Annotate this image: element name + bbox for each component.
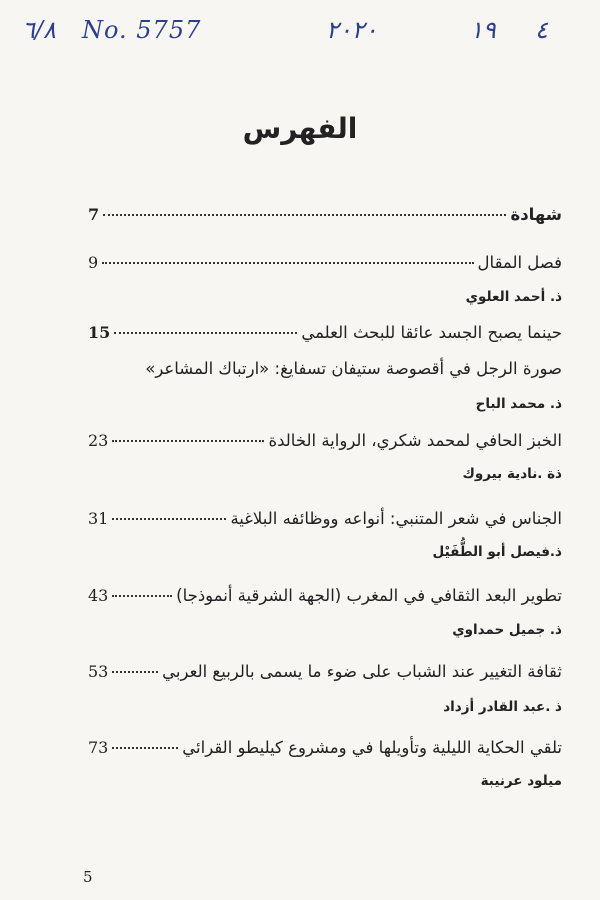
toc-leader-dots <box>112 440 264 442</box>
page-number: 5 <box>83 868 93 886</box>
toc-author: ميلود عرنيبة <box>480 773 562 789</box>
toc-entry-title: ثقافة التغيير عند الشباب على ضوء ما يسمى بالربيع العربي <box>162 662 562 681</box>
handwritten-mark: ٦/٨ <box>22 16 56 44</box>
toc-page-number: 7 <box>88 205 100 224</box>
toc-leader-dots <box>112 671 158 673</box>
toc-author: ذ. جميل حمداوي <box>452 622 562 638</box>
toc-leader-dots <box>112 747 178 749</box>
handwritten-number: No. 5757 <box>82 16 202 44</box>
toc-entry <box>88 205 562 224</box>
toc-entry-title: صورة الرجل في أقصوصة ستيفان تسفايغ: «ارتباك المشاعر» <box>145 359 562 378</box>
toc-entry <box>88 359 562 378</box>
toc-entry-title: حينما يصبح الجسد عائقا للبحث العلمي <box>301 323 562 342</box>
toc-page-number: 31 <box>88 509 109 528</box>
toc-page-number: 23 <box>88 431 109 450</box>
toc-entry <box>88 509 562 528</box>
toc-author: ذ. أحمد العلوي <box>465 289 562 305</box>
toc-entry-title: الجناس في شعر المتنبي: أنواعه ووظائفه البلاغية <box>230 509 562 528</box>
toc-author: ذ .عبد القادر أزداد <box>443 699 562 715</box>
toc-entry <box>88 253 562 272</box>
handwritten-mark: ٤ <box>535 16 548 44</box>
toc-page-number: 9 <box>88 253 99 272</box>
toc-entry-title: الخبز الحافي لمحمد شكري، الرواية الخالدة <box>268 431 562 450</box>
toc-entry-title: تلقي الحكاية الليلية وتأويلها في ومشروع كيليطو القرائي <box>182 738 562 757</box>
toc-entry <box>88 586 562 605</box>
toc-entry-title: فصل المقال <box>477 253 562 272</box>
handwritten-year: ٢٠٢٠ <box>326 16 378 44</box>
toc-leader-dots <box>112 595 172 597</box>
toc-entry-title: تطوير البعد الثقافي في المغرب (الجهة الشرقية أنموذجا) <box>176 586 562 605</box>
toc-leader-dots <box>114 332 297 334</box>
page-title: الفهرس <box>242 112 358 145</box>
toc-page-number: 15 <box>88 323 111 342</box>
handwritten-mark: ١٩ <box>470 16 496 44</box>
toc-leader-dots <box>103 214 506 216</box>
toc-leader-dots <box>112 518 226 520</box>
toc-leader-dots <box>102 262 473 264</box>
toc-page-number: 43 <box>88 586 109 605</box>
toc-page-number: 73 <box>88 738 109 757</box>
toc-author: ذ. محمد الباح <box>475 396 562 412</box>
toc-entry <box>88 662 562 681</box>
toc-author: ذة .نادية بيروك <box>462 466 562 482</box>
toc-entry-title: شهادة <box>510 205 562 224</box>
toc-page-number: 53 <box>88 662 109 681</box>
toc-entry <box>88 431 562 450</box>
toc-entry <box>88 738 562 757</box>
toc-entry <box>88 323 562 342</box>
toc-author: ذ.فيصل أبو الطُّفَيْل <box>432 544 562 560</box>
